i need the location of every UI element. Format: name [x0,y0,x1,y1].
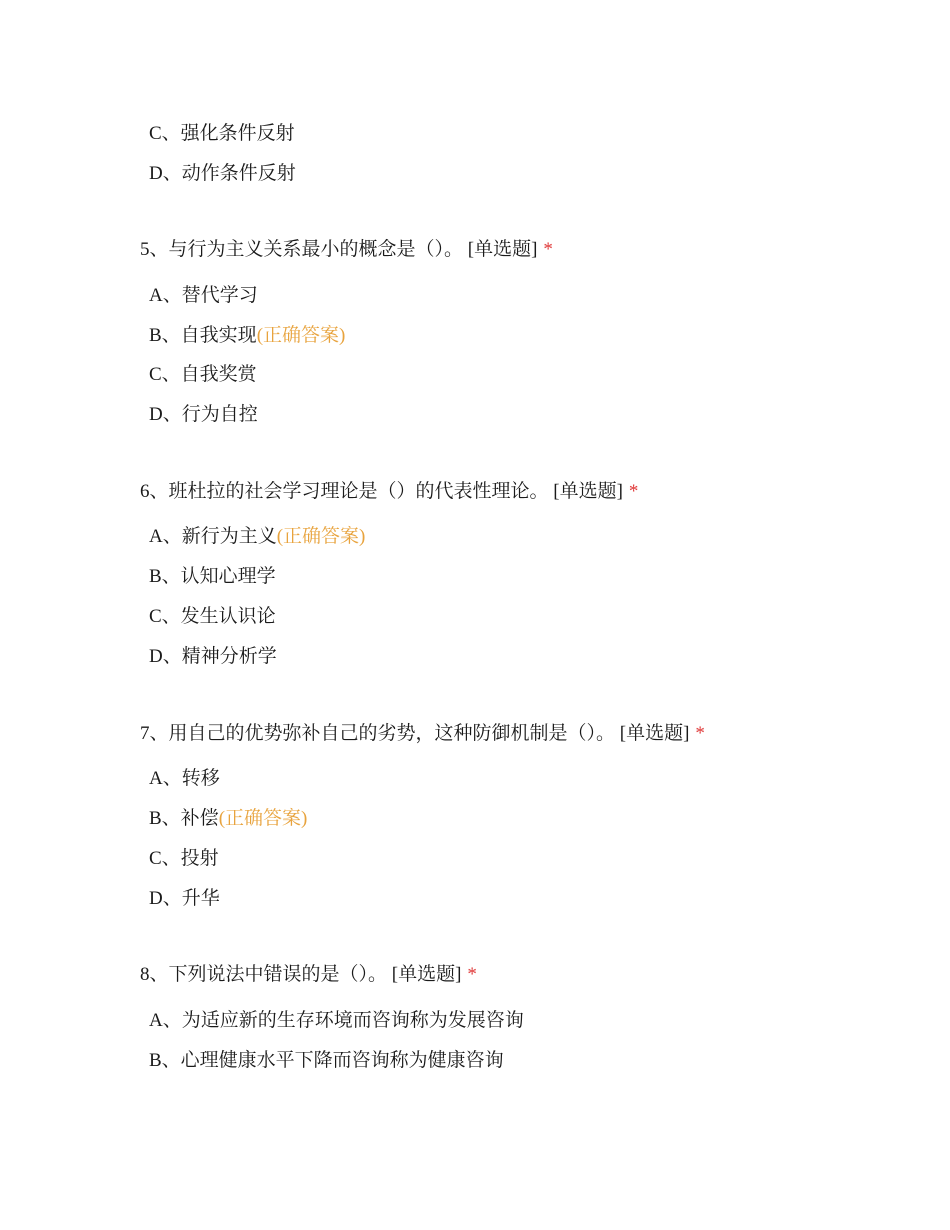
q5-title [140,238,553,262]
question-text: 6、班杜拉的社会学习理论是（）的代表性理论。 [140,481,549,502]
question-type-label: [单选题] [391,964,462,985]
question-text: 8、下列说法中错误的是（）。 [140,964,388,985]
correct-answer-tag: (正确答案) [256,325,346,346]
option-text: C、强化条件反射 [149,123,295,144]
q8-option-a[interactable] [149,1009,524,1033]
q7-option-a[interactable] [149,767,220,791]
option-text: A、转移 [149,768,220,789]
option-text: B、心理健康水平下降而咨询称为健康咨询 [149,1050,504,1071]
option-text: D、精神分析学 [149,646,277,667]
option-text: C、自我奖赏 [149,364,257,385]
option-text: C、发生认识论 [149,606,276,627]
option-text: A、替代学习 [149,285,258,306]
q7-option-c[interactable] [149,847,219,871]
question-text: 7、用自己的优势弥补自己的劣势，这种防御机制是（）。 [140,723,616,744]
option-text: B、认知心理学 [149,566,276,587]
question-type-label: [单选题] [619,723,690,744]
q5-option-c[interactable] [149,363,257,387]
option-text: D、行为自控 [149,404,258,425]
correct-answer-tag: (正确答案) [218,808,308,829]
question-type-label: [单选题] [467,239,538,260]
option-text: C、投射 [149,848,219,869]
option-text: B、补偿 [149,808,219,829]
q7-title [140,722,705,746]
option-text: B、自我实现 [149,325,257,346]
q8-option-b[interactable] [149,1049,504,1073]
q5-option-a[interactable] [149,284,258,308]
question-text: 5、与行为主义关系最小的概念是（）。 [140,239,464,260]
required-mark: * [628,481,639,502]
q7-option-d[interactable] [149,887,220,911]
q6-title [140,480,638,504]
q6-option-c[interactable] [149,605,276,629]
q4-option-c[interactable] [149,122,295,146]
option-text: D、动作条件反射 [149,163,296,184]
option-text: A、新行为主义 [149,526,277,547]
question-type-label: [单选题] [553,481,623,502]
q6-option-b[interactable] [149,565,276,589]
q8-title [140,963,477,987]
q6-option-d[interactable] [149,645,277,669]
q7-option-b[interactable] [149,807,307,831]
q6-option-a[interactable] [149,525,365,549]
correct-answer-tag: (正确答案) [276,526,366,547]
required-mark: * [467,964,477,985]
q4-option-d[interactable] [149,162,296,186]
option-text: D、升华 [149,888,220,909]
required-mark: * [543,239,553,260]
required-mark: * [695,723,705,744]
option-text: A、为适应新的生存环境而咨询称为发展咨询 [149,1010,524,1031]
q5-option-d[interactable] [149,403,258,427]
q5-option-b[interactable] [149,324,345,348]
